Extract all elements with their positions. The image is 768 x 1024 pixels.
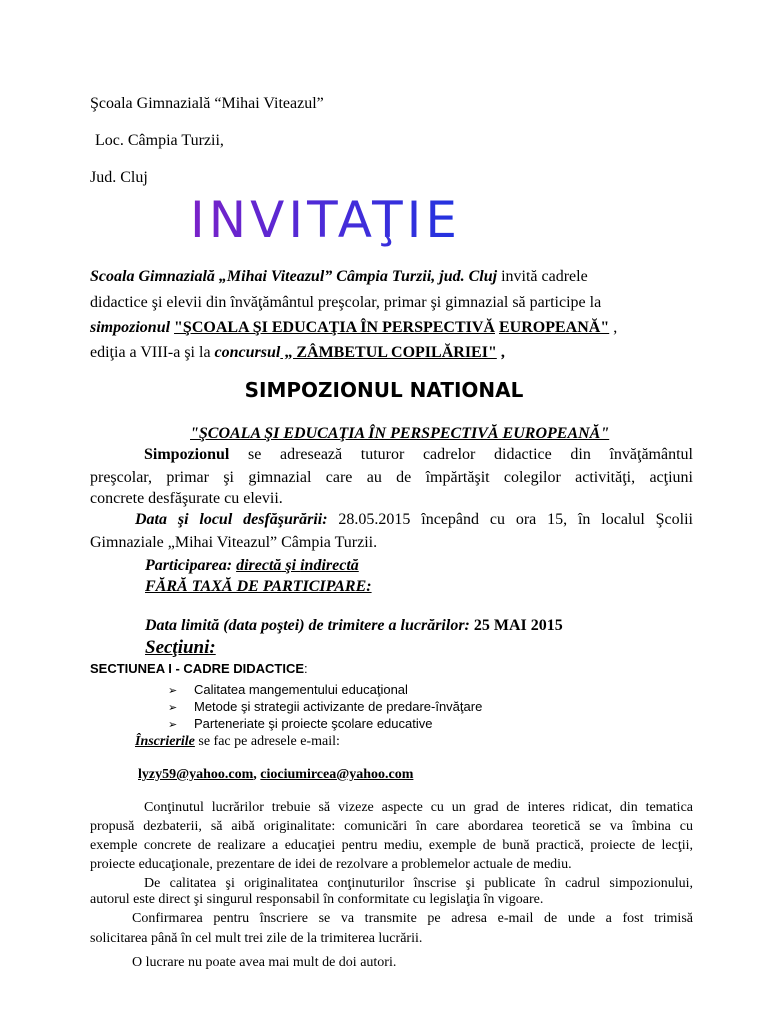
topic-text: Parteneriate şi proiecte şcolare educative [194, 716, 433, 731]
event-location: Gimnaziale „Mihai Viteazul” Câmpia Turzii. [90, 534, 378, 551]
content-p2-line-2: autorul este direct şi singurul responsabil în conformitate cu legislaţia în vigoare. [90, 892, 544, 907]
symposium-title: "ŞCOALA ŞI EDUCAŢIA ÎN PERSPECTIVĂ EUROPEANĂ" [190, 425, 610, 442]
content-p1-line-2: propusă dezbaterii, să aibă originalitate: comunicări în care abordarea teoretică se va îmbina cu [90, 819, 693, 834]
intro-line-4 [90, 344, 505, 362]
email-separator: , [253, 767, 261, 782]
description-lead: Simpozionul [144, 446, 230, 463]
content-p1-line-3: exemple concrete de realizare a educaţiei pentru mediu, exemple de bună practică, proiecte de lecţii, [90, 838, 693, 853]
contest-name: „ ZÂMBETUL COPILĂRIEI" [280, 344, 497, 361]
arrow-bullet-icon: ➢ [168, 701, 178, 714]
contest-label: concursul [214, 344, 281, 361]
section-heading: SIMPOZIONUL NATIONAL [244, 378, 524, 402]
intro-line-4-end: , [496, 344, 505, 361]
edition-text: ediţia a VIII-a şi la [90, 344, 215, 361]
topic-text: Calitatea mangementului educaţional [194, 682, 408, 697]
content-p4: O lucrare nu poate avea mai mult de doi autori. [132, 955, 397, 970]
intro-org: Scoala Gimnazială „Mihai Viteazul” Câmpia Turzii, jud. Cluj [90, 268, 498, 285]
list-item [168, 715, 482, 732]
intro-line-2: didactice şi elevii din învăţământul preşcolar, primar şi gimnazial să participe la [90, 294, 602, 311]
participation-and: şi [281, 557, 301, 574]
fee-text: FĂRĂ TAXĂ DE PARTICIPARE: [145, 578, 372, 595]
symposium-label: simpozionul [90, 319, 171, 336]
content-p1-line-4: proiecte educaţionale, prezentare de idei de rezolvare a problemelor actuale de mediu. [90, 857, 572, 872]
description-line-1-text: se adresează tuturor cadrelor didactice din învăţământul [229, 446, 693, 463]
county: Jud. Cluj [90, 169, 148, 186]
content-p1-line-1 [90, 800, 693, 816]
section-1-topics [168, 681, 482, 732]
email-line [138, 767, 413, 783]
participation-label: Participarea: [145, 557, 237, 574]
section-1-colon: : [304, 661, 308, 676]
symposium-name-b: EUROPEANĂ" [498, 319, 610, 336]
participation-line [145, 557, 359, 575]
event-date-line [135, 511, 693, 529]
registration-label: Înscrierile [135, 734, 195, 749]
deadline-value: 25 MAI 2015 [469, 617, 563, 634]
locality: Loc. Câmpia Turzii, [95, 132, 224, 149]
content-p2-line-1 [90, 876, 693, 892]
arrow-bullet-icon: ➢ [168, 684, 178, 697]
invitation-title: INVITAŢIE [190, 191, 461, 249]
section-1-heading [90, 661, 308, 676]
intro-invite-text: invită cadrele [497, 268, 588, 285]
symposium-name-a: "ŞCOALA ŞI EDUCAŢIA ÎN PERSPECTIVĂ [174, 319, 495, 336]
topic-text: Metode şi strategii activizante de predare-învăţare [194, 699, 483, 714]
content-p1-text-1: Conţinutul lucrărilor trebuie să vizeze aspecte cu un grad de interes ridicat, din tematica [144, 800, 693, 815]
intro-line-3-end: , [609, 319, 618, 336]
email-link-2[interactable]: ciociumircea@yahoo.com [260, 767, 414, 782]
email-link-1[interactable]: lyzy59@yahoo.com [138, 767, 254, 782]
event-date-value: 28.05.2015 începând cu ora 15, în localul Şcolii [327, 511, 693, 528]
registration-line [135, 734, 340, 750]
event-date-label: Data şi locul desfăşurării: [135, 511, 328, 528]
deadline-label: Data limită (data poştei) de trimitere a lucrărilor: [145, 617, 470, 634]
arrow-bullet-icon: ➢ [168, 718, 178, 731]
fee-line [145, 578, 380, 596]
list-item [168, 698, 482, 715]
content-p3-text-1: Confirmarea pentru înscriere se va transmite pe adresa e-mail de unde a fost trimisă [132, 911, 693, 926]
list-item [168, 681, 482, 698]
participation-indirect: indirectă [300, 557, 359, 574]
intro-line-1 [90, 268, 588, 286]
registration-text: se fac pe adresele e-mail: [194, 734, 340, 749]
content-p3-line-2: solicitarea până în cel mult trei zile de la trimiterea lucrării. [90, 931, 423, 946]
description-line-2: preşcolar, primar şi gimnazial care au de împărtăşit colegilor activităţi, acţiuni [90, 469, 693, 486]
school-name: Şcoala Gimnazială “Mihai Viteazul” [90, 95, 324, 112]
participation-direct: directă [236, 557, 282, 574]
section-1-label: SECTIUNEA I - CADRE DIDACTICE [90, 661, 305, 676]
content-p3-line-1 [90, 911, 693, 927]
description-line-1 [90, 446, 693, 464]
description-line-3: concrete desfăşurate cu elevii. [90, 490, 283, 507]
sections-title: Secţiuni: [145, 637, 216, 658]
content-p2-text-1: De calitatea şi originalitatea conţinuturilor înscrise şi publicate în cadrul simpozionului, [144, 876, 693, 891]
intro-line-3 [90, 319, 617, 337]
deadline-line [145, 617, 563, 635]
